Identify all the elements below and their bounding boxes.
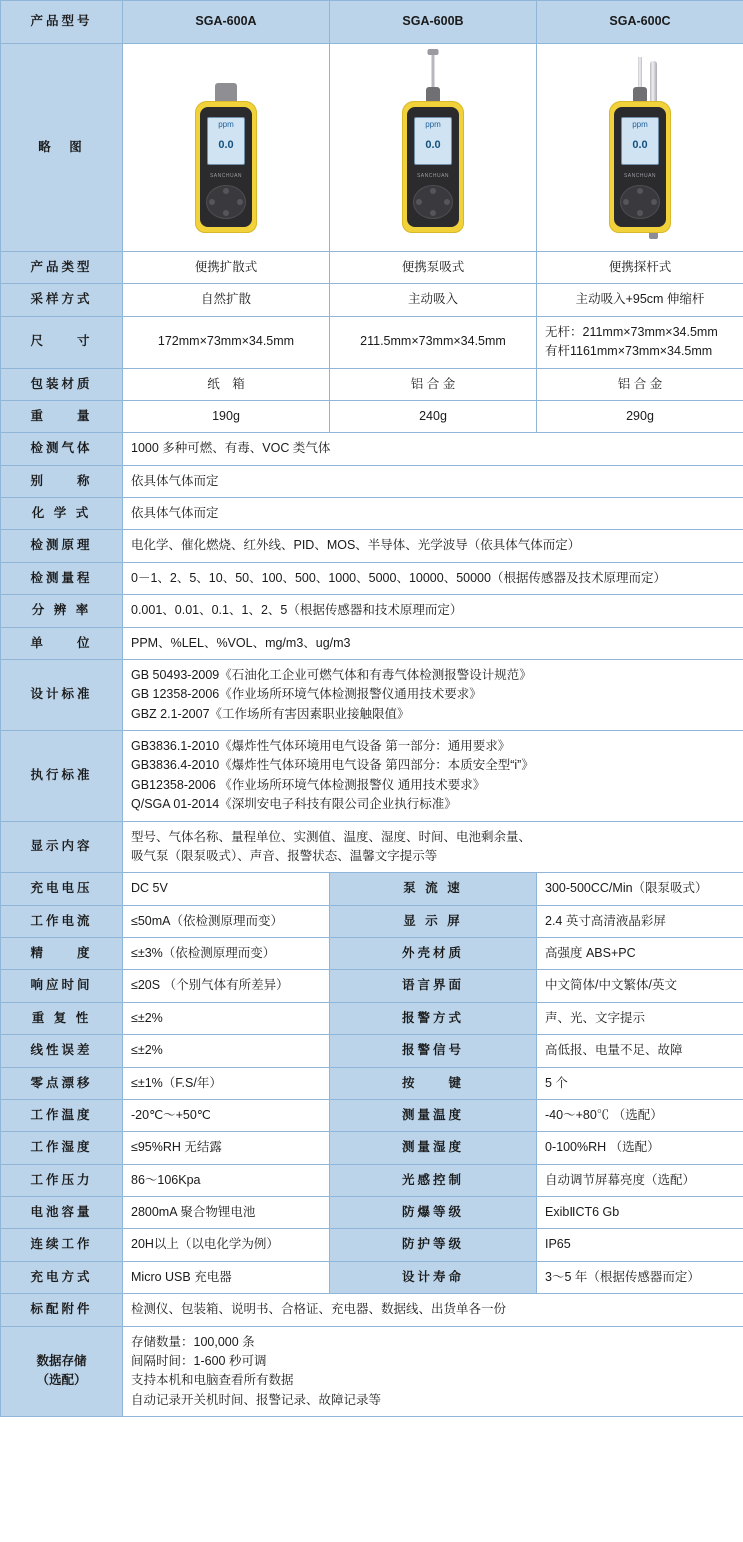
table-row-exec-standard [1, 731, 743, 822]
row-label-alarm-mode: 报警方式 [330, 1002, 537, 1034]
device-pump-icon [402, 55, 464, 239]
row-label-response-time: 响应时间 [1, 970, 123, 1002]
work-humidity-value: ≤95%RH 无结露 [123, 1132, 330, 1164]
exec-standard-line3: GB12358-2006 《作业场所环境气体检测报警仪 通用技术要求》 [131, 777, 486, 792]
row-label-light-control: 光感控制 [330, 1164, 537, 1196]
charge-mode-value: Micro USB 充电器 [123, 1261, 330, 1293]
formula-value: 依具体气体而定 [123, 498, 743, 530]
row-label-accessories: 标配附件 [1, 1294, 123, 1326]
table-row-model [1, 1, 743, 44]
alias-value: 依具体气体而定 [123, 465, 743, 497]
table-row-diagram [1, 44, 743, 252]
table-row-packaging [1, 368, 743, 400]
row-label-work-pressure: 工作压力 [1, 1164, 123, 1196]
table-row-pair-7 [1, 1099, 743, 1131]
model-b: SGA-600B [330, 1, 537, 44]
model-c: SGA-600C [537, 1, 743, 44]
device-reading-a: 0.0 [218, 139, 234, 152]
charge-voltage-value: DC 5V [123, 873, 330, 905]
data-storage-label-line2: （选配） [36, 1373, 87, 1388]
table-row-accessories [1, 1294, 743, 1326]
light-control-value: 自动调节屏幕亮度（选配） [537, 1164, 743, 1196]
row-label-shell-material: 外壳材质 [330, 938, 537, 970]
device-image-a [123, 44, 330, 252]
size-c-line2: 有杆1161mm×73mm×34.5mm [545, 344, 713, 359]
device-probe-icon [609, 55, 671, 239]
design-life-value: 3～5 年（根据传感器而定） [537, 1261, 743, 1293]
product-type-a: 便携扩散式 [123, 252, 330, 284]
device-reading-c: 0.0 [632, 139, 648, 152]
design-standard-line1: GB 50493-2009《石油化工企业可燃气体和有毒气体检测报警设计规范》 [131, 667, 532, 682]
display-content-line2: 吸气泵（限泵吸式）、声音、报警状态、温馨文字提示等 [131, 848, 438, 863]
accessories-value: 检测仪、包装箱、说明书、合格证、充电器、数据线、出货单各一份 [123, 1294, 743, 1326]
table-row-weight [1, 400, 743, 432]
table-row-alias [1, 465, 743, 497]
device-brand-c: SANCHUAN [623, 173, 657, 180]
row-label-work-temp: 工作温度 [1, 1099, 123, 1131]
row-label-design-standard: 设计标准 [1, 659, 123, 730]
display-content-value [123, 821, 743, 873]
row-label-sampling: 采样方式 [1, 284, 123, 316]
data-storage-line4: 自动记录开关机时间、报警记录、故障记录等 [131, 1392, 382, 1407]
table-row-pair-9 [1, 1164, 743, 1196]
size-b: 211.5mm×73mm×34.5mm [330, 316, 537, 368]
row-label-language: 语言界面 [330, 970, 537, 1002]
row-label-work-humidity: 工作湿度 [1, 1132, 123, 1164]
weight-a: 190g [123, 400, 330, 432]
row-label-principle: 检测原理 [1, 530, 123, 562]
table-row-size [1, 316, 743, 368]
row-label-data-storage [1, 1326, 123, 1417]
row-label-model: 产品型号 [1, 1, 123, 44]
device-image-b [330, 44, 537, 252]
row-label-zero-drift: 零点漂移 [1, 1067, 123, 1099]
display-screen-value: 2.4 英寸高清液晶彩屏 [537, 905, 743, 937]
row-label-packaging: 包装材质 [1, 368, 123, 400]
row-label-design-life: 设计寿命 [330, 1261, 537, 1293]
size-c [537, 316, 743, 368]
packaging-b: 铝 合 金 [330, 368, 537, 400]
data-storage-line2: 间隔时间：1-600 秒可调 [131, 1353, 267, 1368]
sampling-a: 自然扩散 [123, 284, 330, 316]
design-standard-value [123, 659, 743, 730]
language-value: 中文简体/中文繁体/英文 [537, 970, 743, 1002]
table-row-pair-5 [1, 1035, 743, 1067]
row-label-size: 尺 寸 [1, 316, 123, 368]
sampling-b: 主动吸入 [330, 284, 537, 316]
device-reading-b: 0.0 [425, 139, 441, 152]
table-row-pair-2 [1, 938, 743, 970]
device-unit-b: ppm [425, 120, 441, 130]
row-label-formula: 化 学 式 [1, 498, 123, 530]
row-label-alarm-signal: 报警信号 [330, 1035, 537, 1067]
unit-value: PPM、%LEL、%VOL、mg/m3、ug/m3 [123, 627, 743, 659]
table-row-pair-10 [1, 1197, 743, 1229]
row-label-battery: 电池容量 [1, 1197, 123, 1229]
product-type-c: 便携探杆式 [537, 252, 743, 284]
row-label-product-type: 产品类型 [1, 252, 123, 284]
keys-value: 5 个 [537, 1067, 743, 1099]
device-diffusion-icon [195, 55, 257, 239]
linearity-value: ≤±2% [123, 1035, 330, 1067]
table-row-detect-gas [1, 433, 743, 465]
data-storage-line1: 存储数量：100,000 条 [131, 1334, 255, 1349]
packaging-c: 铝 合 金 [537, 368, 743, 400]
table-row-range [1, 562, 743, 594]
explosion-grade-value: ExibⅡCT6 Gb [537, 1197, 743, 1229]
zero-drift-value: ≤±1%（F.S/年） [123, 1067, 330, 1099]
row-label-range: 检测量程 [1, 562, 123, 594]
table-row-pair-6 [1, 1067, 743, 1099]
row-label-explosion-grade: 防爆等级 [330, 1197, 537, 1229]
principle-value: 电化学、催化燃烧、红外线、PID、MOS、半导体、光学波导（依具体气体而定） [123, 530, 743, 562]
row-label-resolution: 分 辨 率 [1, 595, 123, 627]
table-row-pair-12 [1, 1261, 743, 1293]
size-c-line1: 无杆：211mm×73mm×34.5mm [545, 324, 718, 339]
row-label-accuracy: 精 度 [1, 938, 123, 970]
design-standard-line3: GBZ 2.1-2007《工作场所有害因素职业接触限值》 [131, 706, 410, 721]
row-label-charge-voltage: 充电电压 [1, 873, 123, 905]
device-image-c [537, 44, 743, 252]
battery-value: 2800mA 聚合物锂电池 [123, 1197, 330, 1229]
repeatability-value: ≤±2% [123, 1002, 330, 1034]
table-row-pair-1 [1, 905, 743, 937]
table-row-product-type [1, 252, 743, 284]
row-label-display-screen: 显 示 屏 [330, 905, 537, 937]
table-row-pair-8 [1, 1132, 743, 1164]
device-unit-a: ppm [218, 120, 234, 130]
protection-grade-value: IP65 [537, 1229, 743, 1261]
pump-flow-value: 300-500CC/Min（限泵吸式） [537, 873, 743, 905]
exec-standard-line1: GB3836.1-2010《爆炸性气体环境用电气设备 第一部分：通用要求》 [131, 739, 511, 753]
row-label-work-current: 工作电流 [1, 905, 123, 937]
row-label-pump-flow: 泵 流 速 [330, 873, 537, 905]
data-storage-value [123, 1326, 743, 1417]
table-row-sampling [1, 284, 743, 316]
alarm-mode-value: 声、光、文字提示 [537, 1002, 743, 1034]
table-row-formula [1, 498, 743, 530]
device-brand-a: SANCHUAN [209, 173, 243, 180]
sampling-c: 主动吸入+95cm 伸缩杆 [537, 284, 743, 316]
table-row-display-content [1, 821, 743, 873]
work-current-value: ≤50mA（依检测原理而变） [123, 905, 330, 937]
row-label-measure-temp: 测量温度 [330, 1099, 537, 1131]
row-label-linearity: 线性误差 [1, 1035, 123, 1067]
shell-material-value: 高强度 ABS+PC [537, 938, 743, 970]
table-row-data-storage [1, 1326, 743, 1417]
detect-gas-value: 1000 多种可燃、有毒、VOC 类气体 [123, 433, 743, 465]
range-value: 0－1、2、5、10、50、100、500、1000、5000、10000、50000（根据传感器及技术原理而定） [123, 562, 743, 594]
display-content-line1: 型号、气体名称、量程单位、实测值、温度、湿度、时间、电池剩余量、 [131, 829, 532, 844]
product-type-b: 便携泵吸式 [330, 252, 537, 284]
row-label-alias: 别 称 [1, 465, 123, 497]
row-label-display-content: 显示内容 [1, 821, 123, 873]
table-row-pair-4 [1, 1002, 743, 1034]
table-row-pair-11 [1, 1229, 743, 1261]
row-label-measure-humidity: 测量湿度 [330, 1132, 537, 1164]
table-row-unit [1, 627, 743, 659]
weight-c: 290g [537, 400, 743, 432]
table-row-design-standard [1, 659, 743, 730]
row-label-detect-gas: 检测气体 [1, 433, 123, 465]
row-label-unit: 单 位 [1, 627, 123, 659]
row-label-protection-grade: 防护等级 [330, 1229, 537, 1261]
device-unit-c: ppm [632, 120, 648, 130]
row-label-weight: 重 量 [1, 400, 123, 432]
row-label-repeatability: 重 复 性 [1, 1002, 123, 1034]
work-pressure-value: 86～106Kpa [123, 1164, 330, 1196]
continuous-work-value: 20H以上（以电化学为例） [123, 1229, 330, 1261]
model-a: SGA-600A [123, 1, 330, 44]
data-storage-line3: 支持本机和电脑查看所有数据 [131, 1373, 294, 1388]
table-row-pair-3 [1, 970, 743, 1002]
exec-standard-line2: GB3836.4-2010《爆炸性气体环境用电气设备 第四部分：本质安全型“i”》 [131, 758, 534, 773]
row-label-charge-mode: 充电方式 [1, 1261, 123, 1293]
device-brand-b: SANCHUAN [416, 173, 450, 180]
exec-standard-value [123, 731, 743, 822]
measure-temp-value: -40～+80℃ （选配） [537, 1099, 743, 1131]
size-a: 172mm×73mm×34.5mm [123, 316, 330, 368]
table-row-pair-0 [1, 873, 743, 905]
resolution-value: 0.001、0.01、0.1、1、2、5（根据传感器和技术原理而定） [123, 595, 743, 627]
exec-standard-line4: Q/SGA 01-2014《深圳安电子科技有限公司企业执行标准》 [131, 797, 457, 812]
table-row-resolution [1, 595, 743, 627]
weight-b: 240g [330, 400, 537, 432]
row-label-continuous-work: 连续工作 [1, 1229, 123, 1261]
work-temp-value: -20℃～+50℃ [123, 1099, 330, 1131]
row-label-keys: 按 键 [330, 1067, 537, 1099]
row-label-exec-standard: 执行标准 [1, 731, 123, 822]
measure-humidity-value: 0-100%RH （选配） [537, 1132, 743, 1164]
design-standard-line2: GB 12358-2006《作业场所环境气体检测报警仪通用技术要求》 [131, 687, 482, 702]
accuracy-value: ≤±3%（依检测原理而变） [123, 938, 330, 970]
packaging-a: 纸 箱 [123, 368, 330, 400]
data-storage-label-line1: 数据存储 [36, 1353, 87, 1368]
table-row-principle [1, 530, 743, 562]
response-time-value: ≤20S （个别气体有所差异） [123, 970, 330, 1002]
alarm-signal-value: 高低报、电量不足、故障 [537, 1035, 743, 1067]
row-label-diagram: 略 图 [1, 44, 123, 252]
